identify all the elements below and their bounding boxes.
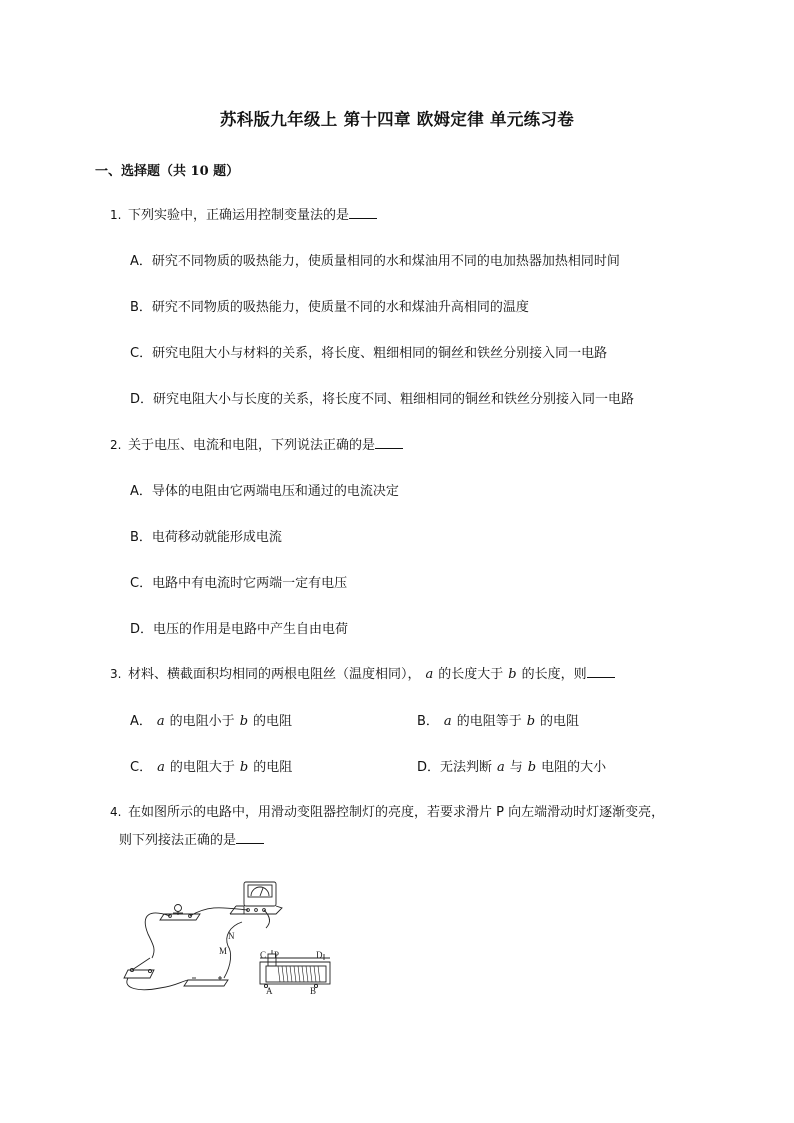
variable-b: b [526,714,536,729]
question-text-cont: 则下列接法正确的是 [119,833,237,848]
variable-b: b [239,760,249,775]
question-3 [110,664,710,685]
q2-option-c: C．电路中有电流时它两端一定有电压 [130,576,348,591]
variable-a: a [156,714,165,729]
question-text-part: 材料、横截面积均相同的两根电阻丝（温度相同）， [128,667,421,682]
answer-blank [236,830,264,844]
q1-option-c: C．研究电阻大小与材料的关系，将长度、粗细相同的铜丝和铁丝分别接入同一电路 [130,346,608,361]
label-m: M [219,946,228,956]
label-c: C [260,950,267,960]
question-text-part: 的长度大于 [438,667,504,682]
q1-option-b: B．研究不同物质的吸热能力，使质量不同的水和煤油升高相同的温度 [130,300,529,315]
question-text: 关于电压、电流和电阻，下列说法正确的是 [128,438,376,453]
question-number: 1. [110,208,122,222]
label-n: N [228,931,235,941]
q3-option-c [130,756,292,775]
variable-a: a [157,760,165,775]
option-prefix: D．无法判断 [417,760,493,775]
option-prefix: B． [417,714,439,729]
question-text: 在如图所示的电路中，用滑动变阻器控制灯的亮度，若要求滑片 P 向左端滑动时灯逐渐变亮， [128,805,665,820]
q1-option-a: A．研究不同物质的吸热能力，使质量相同的水和煤油用不同的电加热器加热相同时间 [130,254,620,269]
variable-a: a [425,667,434,682]
label-a: A [266,986,273,996]
option-text: 的电阻 [253,760,293,775]
label-d: D [316,950,323,960]
q2-option-d: D．电压的作用是电路中产生自由电荷 [130,622,349,637]
q3-option-d [417,756,606,775]
question-1 [110,205,710,226]
q3-option-a [130,710,292,729]
variable-a: a [443,714,452,729]
lamp-icon [160,905,200,921]
q2-option-b: B．电荷移动就能形成电流 [130,530,282,545]
option-text: 电阻的大小 [541,760,607,775]
option-text: 的电阻大于 [169,760,235,775]
variable-a: a [497,760,505,775]
question-number: 2. [110,438,122,452]
q1-option-d: D．研究电阻大小与长度的关系，将长度不同、粗细相同的铜丝和铁丝分别接入同一电路 [130,392,635,407]
answer-blank [587,664,615,678]
battery-icon [184,976,228,986]
q2-option-a: A．导体的电阻由它两端电压和通过的电流决定 [130,484,399,499]
variable-b: b [508,667,517,682]
circuit-diagram [120,874,335,999]
option-text: 的电阻小于 [169,714,235,729]
page-title: 苏科版九年级上 第十四章 欧姆定律 单元练习卷 [219,110,575,129]
label-b: B [310,986,317,996]
question-text: 下列实验中，正确运用控制变量法的是 [128,208,350,223]
option-text: 的电阻等于 [456,714,522,729]
answer-blank [349,205,377,219]
question-text-part: 的长度，则 [521,667,587,682]
answer-blank [375,435,403,449]
option-text: 的电阻 [253,714,293,729]
question-2 [110,435,710,456]
variable-b: b [527,760,537,775]
question-number: 4. [110,805,122,819]
option-text: 的电阻 [540,714,580,729]
q3-option-b [417,710,579,729]
option-prefix: C． [130,760,153,775]
switch-icon [124,958,154,978]
variable-b: b [239,714,249,729]
section-heading: 一、选择题（共 10 题） [95,164,240,179]
question-4 [110,802,750,851]
option-prefix: A． [130,714,152,729]
question-number: 3. [110,667,122,681]
option-text: 与 [509,760,523,775]
label-p: P [274,950,280,960]
